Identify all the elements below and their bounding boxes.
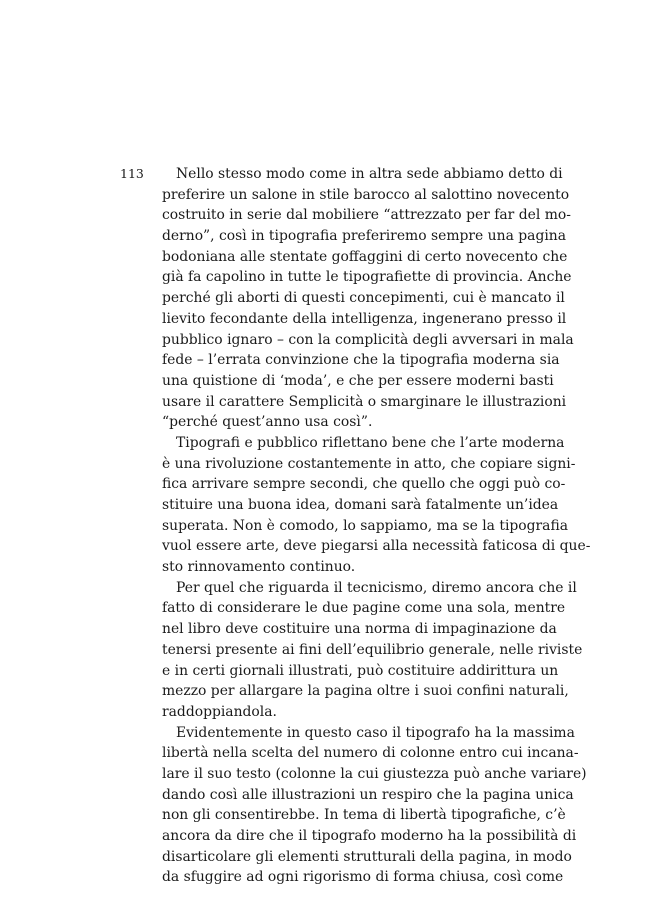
text-line: lievito fecondante della intelligenza, ingenerano presso il (162, 310, 567, 327)
text-line: raddoppiandola. (162, 703, 277, 720)
text-line: una quistione di ‘moda’, e che per essere moderni basti (162, 372, 554, 389)
paragraph (162, 164, 574, 433)
text-line: usare il carattere Semplicità o smarginare le illustrazioni (162, 393, 567, 410)
text-line: superata. Non è comodo, lo sappiamo, ma se la tipografia (162, 517, 568, 534)
text-line: derno”, così in tipografia preferiremo sempre una pagina (162, 228, 567, 245)
text-line: e in certi giornali illustrati, può costituire addirittura un (162, 662, 559, 679)
text-line: è una rivoluzione costantemente in atto, che copiare signi- (162, 455, 576, 472)
body-text (162, 164, 591, 888)
text-line: Per quel che riguarda il tecnicismo, diremo ancora che il (176, 579, 577, 596)
text-line: fede – l’errata convinzione che la tipografia moderna sia (162, 352, 560, 369)
text-line: stituire una buona idea, domani sarà fatalmente un’idea (162, 497, 559, 513)
text-line: perché gli aborti di questi concepimenti, cui è mancato il (162, 290, 565, 307)
text-line: fica arrivare sempre secondi, che quello che oggi può co- (162, 476, 566, 493)
page-number: 113 (120, 166, 144, 181)
text-line: non gli consentirebbe. In tema di libertà tipografiche, c’è (162, 807, 566, 824)
text-line: tenersi presente ai fini dell’equilibrio generale, nelle riviste (162, 641, 583, 658)
text-line: nel libro deve costituire una norma di impaginazione da (162, 621, 557, 638)
text-line: libertà nella scelta del numero di colonne entro cui incana- (162, 745, 579, 762)
text-line: bodoniana alle stentate goffaggini di certo novecento che (162, 248, 568, 265)
text-line: pubblico ignaro – con la complicità degli avversari in mala (162, 331, 574, 348)
text-line: costruito in serie dal mobiliere “attrezzato per far del mo- (162, 207, 571, 224)
text-line: preferire un salone in stile barocco al salottino novecento (162, 186, 570, 203)
text-line: Tipografi e pubblico riflettano bene che l’arte moderna (176, 434, 565, 451)
paragraph (162, 723, 587, 889)
text-line: fatto di considerare le due pagine come una sola, mentre (162, 600, 566, 617)
paragraph (162, 433, 591, 578)
text-line: dando così alle illustrazioni un respiro che la pagina unica (162, 786, 574, 803)
text-line: ancora da dire che il tipografo moderno ha la possibilità di (162, 828, 577, 844)
text-line: da sfuggire ad ogni rigorismo di forma chiusa, così come (162, 869, 564, 886)
text-line: lare il suo testo (colonne la cui giustezza può anche variare) (162, 765, 587, 782)
text-line: mezzo per allargare la pagina oltre i suoi confini naturali, (162, 683, 569, 700)
paragraph (162, 578, 583, 723)
text-line: Nello stesso modo come in altra sede abbiamo detto di (176, 166, 563, 182)
text-line: “perché quest’anno usa così”. (162, 414, 373, 431)
text-line: già fa capolino in tutte le tipografiette di provincia. Anche (162, 269, 572, 286)
text-line: sto rinnovamento continuo. (162, 559, 356, 576)
text-line: disarticolare gli elementi strutturali della pagina, in modo (162, 848, 572, 865)
text-line: Evidentemente in questo caso il tipografo ha la massima (176, 724, 575, 741)
text-line: vuol essere arte, deve piegarsi alla necessità faticosa di que- (162, 538, 591, 555)
